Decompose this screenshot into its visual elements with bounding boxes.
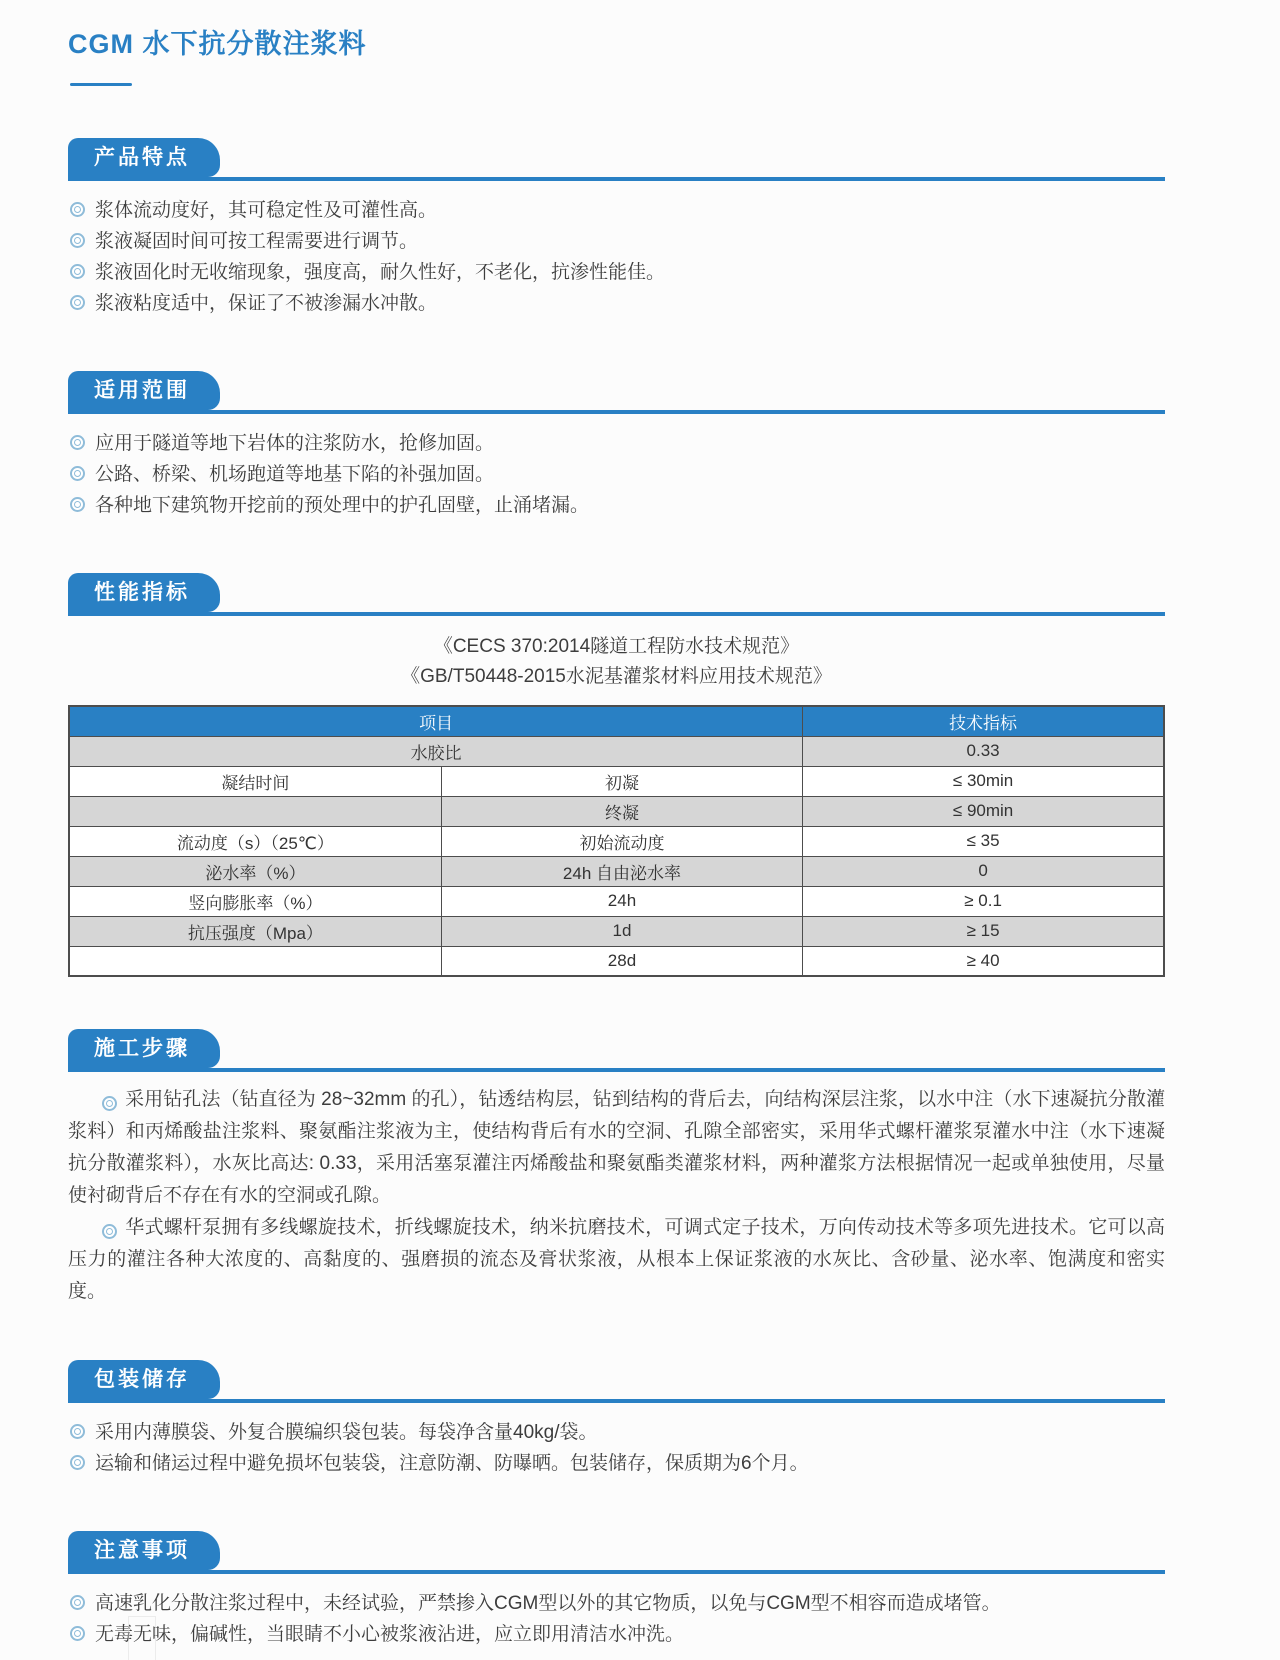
list-item: [68, 1417, 1165, 1448]
list-item-text: 应用于隧道等地下岩体的注浆防水，抢修加固。: [95, 433, 495, 454]
list-item-text: 运输和储运过程中避免损坏包装袋，注意防潮、防曝晒。包装储存，保质期为6个月。: [95, 1453, 809, 1474]
table-cell: 竖向膨胀率（%）: [69, 886, 441, 916]
section-tab-features: 产品特点: [68, 138, 220, 177]
table-cell: 28d: [441, 946, 802, 976]
double-circle-bullet-icon: [70, 202, 85, 217]
section-tab-packaging: 包装储存: [68, 1360, 220, 1399]
section-precautions: [68, 1531, 1165, 1650]
section-header-rule: [68, 1029, 1165, 1072]
double-circle-bullet-icon: [102, 1096, 117, 1111]
table-cell: 泌水率（%）: [69, 856, 441, 886]
list-item-text: 浆液固化时无收缩现象，强度高，耐久性好，不老化，抗渗性能佳。: [95, 262, 666, 283]
table-row: [69, 736, 1164, 766]
faint-scan-artifact: [128, 1616, 156, 1660]
table-cell: ≥ 40: [803, 946, 1164, 976]
packaging-list: [68, 1403, 1165, 1479]
list-item-text: 浆液粘度适中，保证了不被渗漏水冲散。: [95, 293, 438, 314]
list-item: [68, 1588, 1165, 1619]
list-item-text: 无毒无味，偏碱性，当眼睛不小心被浆液沾进，应立即用清洁水冲洗。: [95, 1624, 685, 1645]
list-item: [68, 288, 1165, 319]
table-cell: ≤ 90min: [803, 796, 1164, 826]
table-cell: 终凝: [441, 796, 802, 826]
double-circle-bullet-icon: [70, 1455, 85, 1470]
table-cell: 初始流动度: [441, 826, 802, 856]
table-cell: [69, 796, 441, 826]
section-scope: [68, 371, 1165, 521]
section-header-rule: [68, 1360, 1165, 1403]
table-cell: 0: [803, 856, 1164, 886]
table-header-row: [69, 706, 1164, 736]
double-circle-bullet-icon: [102, 1224, 117, 1239]
section-tab-performance: 性能指标: [68, 573, 220, 612]
paragraph-text: 采用钻孔法（钻直径为 28~32mm 的孔），钻透结构层，钻到结构的背后去，向结构深层注浆，以水中注（水下速凝抗分散灌浆料）和丙烯酸盐注浆料、聚氨酯注浆液为主，使结构背后有水的空洞、孔隙全部密实，采用华式螺杆灌浆泵灌水中注（水下速凝抗分散灌浆料），水灰比高达: 0.33，采用活塞泵灌注丙烯酸盐和聚氨酯类灌浆材料，两种灌浆方法根据情况一起或单独使用，尽量使衬砌背后不存在有水的空洞或孔隙。: [68, 1089, 1165, 1206]
double-circle-bullet-icon: [70, 1626, 85, 1641]
table-row: [69, 766, 1164, 796]
section-features: [68, 138, 1165, 319]
table-header-spec: 技术指标: [803, 706, 1164, 736]
section-tab-precautions: 注意事项: [68, 1531, 220, 1570]
scope-list: [68, 414, 1165, 521]
table-cell: ≤ 30min: [803, 766, 1164, 796]
construction-paragraphs: [68, 1072, 1165, 1308]
table-cell: 0.33: [803, 736, 1164, 766]
table-row: [69, 916, 1164, 946]
table-cell: ≥ 0.1: [803, 886, 1164, 916]
table-row: [69, 856, 1164, 886]
double-circle-bullet-icon: [70, 264, 85, 279]
double-circle-bullet-icon: [70, 233, 85, 248]
list-item: [68, 1619, 1165, 1650]
list-item: [68, 257, 1165, 288]
list-item-text: 各种地下建筑物开挖前的预处理中的护孔固壁，止涌堵漏。: [95, 495, 590, 516]
table-cell: 24h 自由泌水率: [441, 856, 802, 886]
section-header-rule: [68, 138, 1165, 181]
table-cell: 24h: [441, 886, 802, 916]
section-performance: [68, 573, 1165, 977]
section-packaging: [68, 1360, 1165, 1479]
construction-paragraph: [68, 1212, 1165, 1308]
list-item-text: 浆液凝固时间可按工程需要进行调节。: [95, 231, 419, 252]
table-cell: 抗压强度（Mpa）: [69, 916, 441, 946]
list-item-text: 高速乳化分散注浆过程中，未经试验，严禁掺入CGM型以外的其它物质，以免与CGM型不相容而造成堵管。: [95, 1593, 1001, 1614]
table-row: [69, 826, 1164, 856]
standards-references: [68, 616, 1165, 692]
double-circle-bullet-icon: [70, 1595, 85, 1610]
table-header-item: 项目: [69, 706, 803, 736]
list-item: [68, 428, 1165, 459]
table-cell: ≥ 15: [803, 916, 1164, 946]
double-circle-bullet-icon: [70, 466, 85, 481]
paragraph-text: 华式螺杆泵拥有多线螺旋技术，折线螺旋技术，纳米抗磨技术，可调式定子技术，万向传动技术等多项先进技术。它可以高压力的灌注各种大浓度的、高黏度的、强磨损的流态及膏状浆液，从根本上保证浆液的水灰比、含砂量、泌水率、饱满度和密实度。: [68, 1217, 1165, 1302]
section-header-rule: [68, 1531, 1165, 1574]
double-circle-bullet-icon: [70, 497, 85, 512]
table-cell: ≤ 35: [803, 826, 1164, 856]
table-row: [69, 886, 1164, 916]
page-title: CGM 水下抗分散注浆料: [68, 29, 367, 59]
section-header-rule: [68, 573, 1165, 616]
double-circle-bullet-icon: [70, 295, 85, 310]
list-item: [68, 490, 1165, 521]
performance-table: [68, 705, 1165, 977]
table-cell: 1d: [441, 916, 802, 946]
list-item: [68, 1448, 1165, 1479]
table-cell: 水胶比: [69, 736, 803, 766]
section-tab-construction: 施工步骤: [68, 1029, 220, 1068]
list-item-text: 公路、桥梁、机场跑道等地基下陷的补强加固。: [95, 464, 495, 485]
double-circle-bullet-icon: [70, 435, 85, 450]
table-row: [69, 946, 1164, 976]
title-underline: [70, 83, 132, 86]
feature-list: [68, 181, 1165, 319]
list-item: [68, 195, 1165, 226]
table-cell: 流动度（s）（25℃）: [69, 826, 441, 856]
precaution-list: [68, 1574, 1165, 1650]
list-item-text: 浆体流动度好，其可稳定性及可灌性高。: [95, 200, 438, 221]
table-cell: [69, 946, 441, 976]
section-tab-scope: 适用范围: [68, 371, 220, 410]
standard-reference: 《GB/T50448-2015水泥基灌浆材料应用技术规范》: [401, 666, 832, 687]
table-cell: 初凝: [441, 766, 802, 796]
table-row: [69, 796, 1164, 826]
list-item: [68, 459, 1165, 490]
construction-paragraph: [68, 1084, 1165, 1212]
section-header-rule: [68, 371, 1165, 414]
list-item-text: 采用内薄膜袋、外复合膜编织袋包装。每袋净含量40kg/袋。: [95, 1422, 598, 1443]
section-construction: [68, 1029, 1165, 1308]
double-circle-bullet-icon: [70, 1424, 85, 1439]
list-item: [68, 226, 1165, 257]
table-cell: 凝结时间: [69, 766, 441, 796]
standard-reference: 《CECS 370:2014隧道工程防水技术规范》: [433, 636, 800, 657]
